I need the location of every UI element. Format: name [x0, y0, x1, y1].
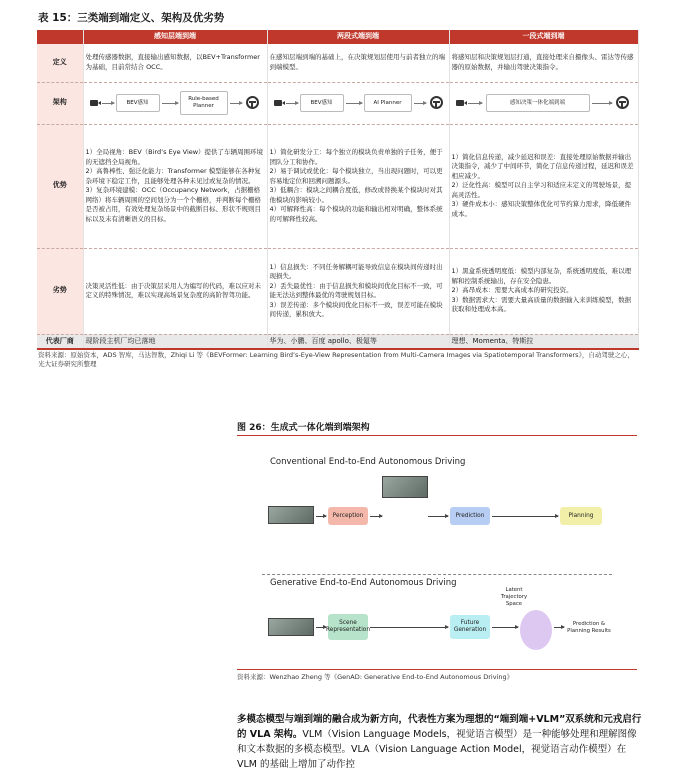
table-header-row	[37, 30, 638, 44]
genad-figure	[262, 450, 612, 665]
figure-source-note: 资料来源：Wenzhao Zheng 等《GenAD: Generative End-to-End Autonomous Driving》	[237, 669, 637, 681]
perception-node: Perception	[328, 507, 368, 525]
header-empty	[37, 30, 83, 44]
generative-label: Generative End-to-End Autonomous Driving	[270, 578, 457, 588]
steering-wheel-icon	[616, 96, 629, 109]
disadvantages-cell: 1）信息损失：不同任务解耦可能导致信息在模块间传递时出现损失。 2）丢失最优性：由于信息损失和模块间优化目标不一致，可能无法达到整体最优的驾驶规划目标。 3）误差传递：多个模块间优化目标不一致，误差可能在模块间传递，累积放大。	[267, 248, 449, 334]
one-stage-e2e-box: 感知决策一体化端到端	[486, 94, 590, 112]
camera-images-thumbnail	[268, 506, 314, 524]
row-label-advantages: 优势	[37, 124, 83, 248]
body-lead: 多模态模型与端到端的融合成为新方向，代表性方案为理想的“端到端+VLM”双系统和元戎启行的 VLA 架构。	[237, 714, 642, 740]
ai-planner-box: AI Planner	[364, 94, 412, 112]
row-label-vendors: 代表厂商	[37, 334, 83, 349]
bev-perception-box: BEV感知	[116, 94, 160, 112]
bev-perception-box: BEV感知	[300, 94, 344, 112]
prediction-node: Prediction	[450, 507, 490, 525]
scene-thumbnail	[382, 476, 428, 498]
architecture-cell	[83, 82, 267, 124]
row-label-disadvantages: 劣势	[37, 248, 83, 334]
figure-title: 图 26：生成式一体化端到端架构	[237, 420, 637, 436]
camera-icon	[90, 100, 98, 106]
advantages-cell: 1）简化信息传递，减少延迟和误差：直接处理原始数据并输出决策指令，减少了中间环节，简化了信息传递过程，延迟和误差相应减少。 2）泛化性高：模型可以自主学习和适应未定义的驾驶场景，提高灵活性。 3）硬件成本小：感知决策整体优化可节约算力需求，降低硬件成本。	[449, 124, 638, 248]
latent-space-ellipse	[520, 610, 552, 650]
row-label-architecture: 架构	[37, 82, 83, 124]
body-paragraph	[237, 712, 642, 772]
camera-icon	[274, 100, 282, 106]
prediction-planning-results-node: Prediction & Planning Results	[567, 621, 611, 634]
latent-space-label: Latent Trajectory Space	[500, 586, 528, 607]
scene-representation-node: Scene Representation	[328, 614, 368, 640]
disadvantages-cell: 1）黑盒系统透明度低：模型内部复杂，系统透明度低，难以理解和控制系统输出，存在安全隐患。 2）高昂成本：需要大高成本的研究投资。 3）数据需求大：需要大量高质量的数据输入来训练模型，数据获取和处理成本高。	[449, 248, 638, 334]
header-perception-e2e: 感知层端到端	[83, 30, 267, 44]
advantages-row	[37, 124, 638, 248]
advantages-cell: 1）简化研发分工：每个独立的模块负责单独的子任务，便于团队分工和协作。 2）易于调试或优化：每个模块独立，当出现问题时，可以更容易地定位和回溯问题源头。 3）低耦合：模块之间耦合度低，修改或替换某个模块时对其他模块的影响较小。 4）可解释性高：每个模块的功能和输出相对明确，整体系统的可解释性较高。	[267, 124, 449, 248]
table-title: 表 15：三类端到端定义、架构及优劣势	[38, 12, 225, 24]
definition-row	[37, 44, 638, 82]
disadvantages-row	[37, 248, 638, 334]
vendor-cell: 华为、小鹏、百度 apollo、极氪等	[267, 334, 449, 349]
planning-node: Planning	[560, 507, 602, 525]
row-label-definition: 定义	[37, 44, 83, 82]
vendor-cell: 现阶段主机厂均已落地	[83, 334, 267, 349]
architecture-cell	[449, 82, 638, 124]
table-source-note: 资料来源：原始资本，ADS 智库，马达智数，Zhiqi Li 等《BEVFormer: Learning Bird’s-Eye-View Representation from Multi-Camera Images via Spatiotemporal Transformers》，自动驾驶之心，光大证券研究所整理	[38, 351, 634, 368]
definition-cell: 将感知层和决策规划层打通，直接处理来自摄像头、雷达等传感器的原始数据，并输出驾驶决策指令。	[449, 44, 638, 82]
steering-wheel-icon	[430, 96, 443, 109]
header-one-stage-e2e: 一段式端到端	[449, 30, 638, 44]
definition-cell: 在感知层端到端的基础上，在决策规划层使用与前者独立的端到端模型。	[267, 44, 449, 82]
architecture-row	[37, 82, 638, 124]
camera-images-thumbnail	[268, 618, 314, 636]
vendors-row	[37, 334, 638, 349]
architecture-cell	[267, 82, 449, 124]
future-generation-node: Future Generation	[450, 615, 490, 639]
vendor-cell: 理想、Momenta、特斯拉	[449, 334, 638, 349]
advantages-cell: 1）全局视角：BEV（Bird’s Eye View）提供了车辆周围环境的无遮挡全局视角。 2）高鲁棒性、强泛化能力：Transformer 模型能够在各种复杂环境下稳定工作，且能够处理各种未见过或复杂的情况。 3）复杂环境建模：OCC（Occupancy Network，占据栅格网络）将车辆周围的空间划分为一个个栅格，并判断每个栅格是否被占用，有效处理复杂场景中的截断目标、形状不规则目标以及未有清晰语义的目标。	[83, 124, 267, 248]
disadvantages-cell: 决策灵活性低：由于决策层采用人为编写的代码，难以应对未定义的特殊情况，难以实现高场景复杂度的高阶智驾功能。	[83, 248, 267, 334]
comparison-table	[37, 30, 639, 350]
steering-wheel-icon	[246, 96, 259, 109]
header-two-stage-e2e: 两段式端到端	[267, 30, 449, 44]
conventional-label: Conventional End-to-End Autonomous Driving	[270, 457, 466, 467]
definition-cell: 处理传感器数据，直接输出感知数据，以BEV+Transformer 为基础，目前常结合 OCC。	[83, 44, 267, 82]
camera-icon	[456, 100, 464, 106]
body-text: VLM（Vision Language Models，视觉语言模型）是一种能够处理和理解图像和文本数据的多模态模型。VLA（Vision Language Action Model，视觉语言动作模型）在 VLM 的基础上增加了动作控	[237, 729, 637, 770]
rule-based-planner-box: Rule-based Planner	[180, 91, 228, 115]
